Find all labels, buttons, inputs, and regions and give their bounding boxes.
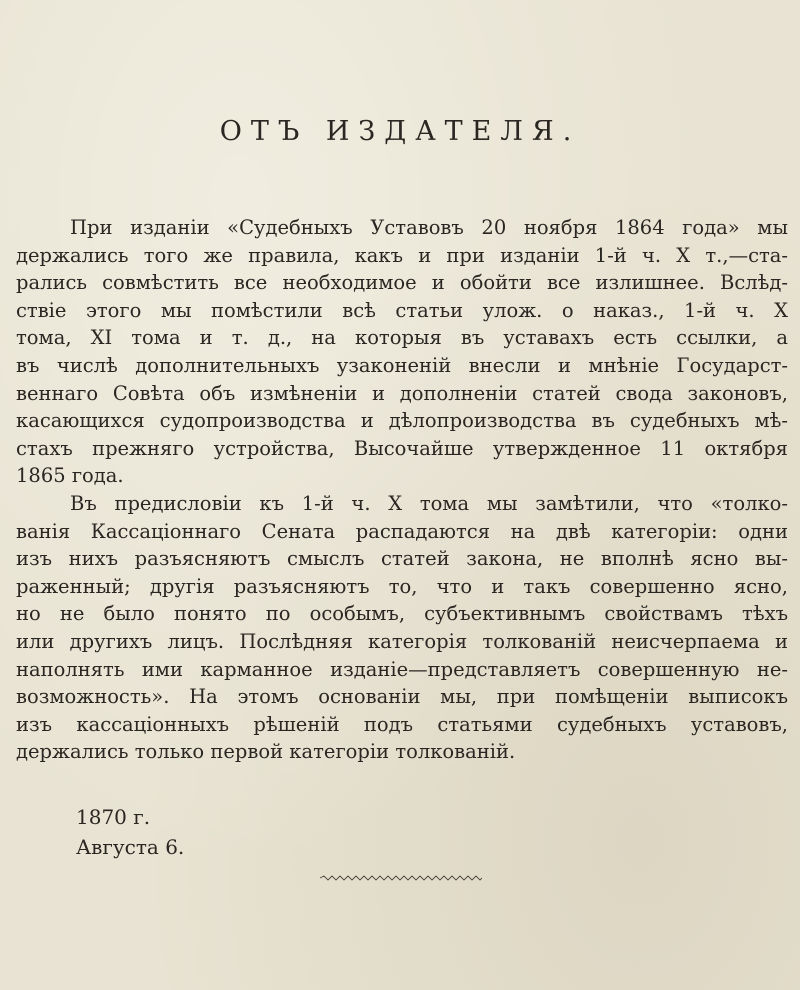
ornament-divider [320, 874, 482, 882]
date-block [76, 802, 184, 862]
date-year: 1870 г. [76, 805, 151, 829]
text-line: или другихъ лицъ. Послѣдняя категорія толкованій неисчерпаема и [16, 629, 788, 653]
text-line: изъ нихъ разъясняютъ смыслъ статей закона, не вполнѣ ясно вы- [16, 547, 788, 571]
text-line: 1865 года. [16, 464, 124, 488]
text-line: Въ предисловіи къ 1-й ч. X тома мы замѣтили, что «толко- [70, 491, 788, 515]
page-title: ОТЪ ИЗДАТЕЛЯ. [219, 116, 581, 147]
text-line: стахъ прежняго устройства, Высочайше утвержденное 11 октября [16, 436, 788, 460]
text-line: ванія Кассаціоннаго Сената распадаются на двѣ категоріи: одни [16, 519, 788, 543]
text-line: касающихся судопроизводства и дѣлопроизводства въ судебныхъ мѣ- [16, 409, 788, 433]
text-line: но не было понято по особымъ, субъективнымъ свойствамъ тѣхъ [16, 602, 788, 626]
text-line: держались только первой категоріи толкованій. [16, 740, 516, 764]
text-line: изъ кассаціонныхъ рѣшеній подъ статьями судебныхъ уставовъ, [16, 712, 788, 736]
text-line: тома, XI тома и т. д., на которыя въ уставахъ есть ссылки, а [16, 326, 788, 350]
text-line: При изданіи «Судебныхъ Уставовъ 20 ноября 1864 года» мы [70, 216, 788, 239]
text-line: веннаго Совѣта объ измѣненіи и дополненіи статей свода законовъ, [16, 381, 788, 405]
text-line: наполнять ими карманное изданіе—представляетъ совершенную не- [16, 657, 788, 681]
body-text [16, 214, 788, 766]
text-line: раженный; другія разъясняютъ то, что и такъ совершенно ясно, [16, 574, 788, 598]
text-line: въ числѣ дополнительныхъ узаконеній внесли и мнѣніе Государст- [16, 353, 788, 377]
text-line: рались совмѣстить все необходимое и обойти все излишнее. Вслѣд- [16, 271, 788, 295]
text-line: ствіе этого мы помѣстили всѣ статьи улож. о наказ., 1-й ч. X [16, 298, 788, 322]
text-line: возможность». На этомъ основаніи мы, при помѣщеніи выписокъ [16, 685, 788, 709]
date-day: Августа 6. [76, 835, 185, 859]
text-line: держались того же правила, какъ и при изданіи 1-й ч. X т.,—ста- [16, 243, 788, 267]
